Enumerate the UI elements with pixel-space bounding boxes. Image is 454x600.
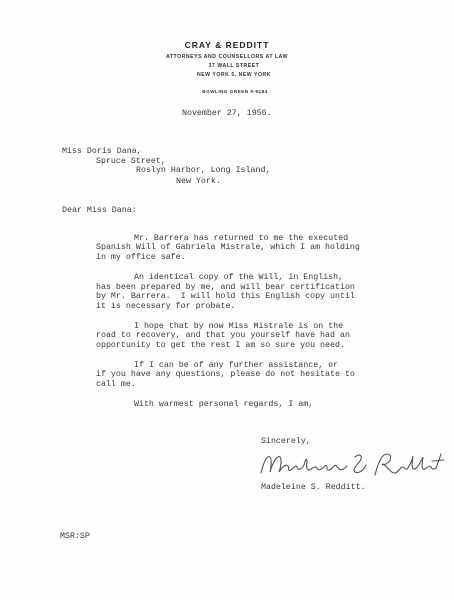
recipient-name: Miss Doris Dana,	[62, 147, 142, 156]
text-line: Mr. Barrera has returned to me the executed	[134, 234, 349, 243]
recipient-town: Roslyn Harbor, Long Island,	[136, 166, 271, 175]
text-line: Spanish Will of Gabriela Mistrale, which I am holding	[96, 243, 360, 252]
text-line: road to recovery, and that you yourself have had an	[96, 331, 350, 340]
text-line: If I can be of any further assistance, or	[134, 361, 339, 370]
recipient-street: Spruce Street,	[96, 157, 166, 166]
firm-street: 37 WALL STREET	[208, 63, 260, 69]
text-line: by Mr. Barrera. I will hold this English copy until	[96, 292, 355, 301]
text-line: in my office safe.	[96, 253, 186, 262]
firm-phone: BOWLING GREEN 9-9184	[202, 89, 268, 94]
text-line: opportunity to get the rest I am so sure you need.	[96, 341, 345, 350]
firm-name: CRAY & REDDITT	[184, 40, 270, 50]
text-line: if you have any questions, please do not hesitate to	[96, 370, 355, 379]
text-line: call me.	[96, 380, 136, 389]
reference-initials: MSR:SP	[60, 532, 90, 541]
letter-date: November 27, 1956.	[182, 109, 272, 118]
text-line: I hope that by now Miss Mistrale is on the	[134, 322, 344, 331]
text-line: has been prepared by me, and will bear certification	[96, 283, 355, 292]
signer-name: Madeleine S. Redditt.	[261, 483, 366, 492]
firm-city: NEW YORK 5, NEW YORK	[196, 72, 272, 78]
closing: Sincerely,	[261, 437, 311, 446]
text-line: An identical copy of the Will, in English,	[134, 273, 344, 282]
recipient-state: New York.	[176, 177, 221, 186]
salutation: Dear Miss Dana:	[62, 206, 137, 215]
text-line: it is necessary for probate.	[96, 302, 236, 311]
firm-tagline: ATTORNEYS AND COUNSELLORS AT LAW	[166, 54, 288, 60]
handwritten-signature	[257, 448, 447, 480]
closing-paragraph: With warmest personal regards, I am,	[134, 400, 314, 409]
